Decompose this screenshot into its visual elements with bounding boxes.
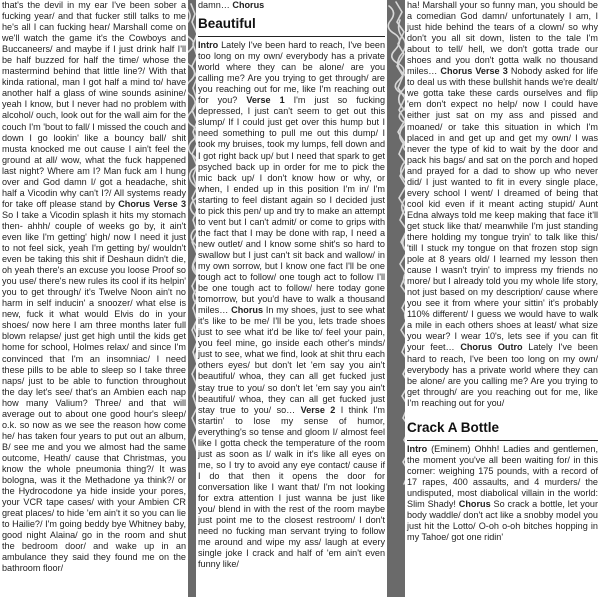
verse-marker: Verse 3 — [153, 198, 186, 209]
intro-marker: Intro — [407, 443, 428, 454]
lyrics-column-3 — [405, 0, 600, 597]
lyrics-verse-2-end: ha! Marshall your so funny man, you should be a comedian God damn/ unfortunately I am, I just hide behind the tears of a clown/ so why don't you all sit down, listen to the tale I'm about to tell/ hell, we don't gotta trade our shoes and you don't gotta walk no thousand miles… — [407, 0, 598, 77]
title-divider — [198, 36, 385, 37]
lyrics-verse-1: I'm just so fucking depressed, I just can't seem to get out this slump/ If I could just get over this hump but I need something to pull me out this dump/ I took my bruises, took my lumps, fell down and I got right back up/ but I need that spark to get psyched back up in order for me to pick the mic back up/ I don't know how or why, or when, I ended up in this position I'm in/ I'm starting to feel distant again so I decided just to pick this pen/ up and try to make an attempt to vent but I can't admit/ or come to grips with the fact that I may be done with rap, I need a new outlet/ and I know some shit's so hard to swallow but I just can't sit back and wallow/ in my own sorrow, but I know one fact I'll be one tough act to follow/ one tough act to follow I'll be one tough act to follow/ here today gone tomorrow, but you'd have to walk a thousand miles… — [198, 95, 386, 316]
lyrics-verse-2-continued: that's the devil in my ear I've been sober a fucking year/ and that fucker still talks to me he's all I can fucking hear/ Marshall come on we'll watch the game it's the Cowboys and Buccaneers/ and maybe if I just drink half I'll be half buzzed for half the time/ whose the mastermind behind that little line?/ With that kinda rational, man I got half a mind to/ have another half a glass of wine sounds asinine/ yeah I know, but I never had no problem with alcohol/ ouch, look out for the wall aim for the couch I'm 'bout to fall/ I missed the couch and down I go lookin' like a bouncy ball/ shit musta knocked me out cause I ain't feel the ground at all/ wow, what the fuck happened last night? Where am I? Man fuck am I hung over and God damn I/ got a headache, shit half a Vicodin why can't I?/ All systems ready for take off please stand by — [2, 0, 186, 209]
song-title-beautiful: Beautiful — [198, 16, 256, 32]
lyrics-beautiful — [198, 40, 385, 570]
lyrics-column-1 — [0, 0, 188, 597]
lyrics-chorus: So crack a bottle, let your body waddle/ don't act like a snobby model you just hit the Lotto/ O-oh o-oh bitches hopping in my Tahoe/ got one ridin' — [407, 498, 598, 543]
chorus-marker: Chorus — [440, 66, 473, 77]
lyrics-intro: (Eminem) Ohhh! Ladies and gentlemen, the moment you've all been waiting for/ in this corner: weighing 175 pounds, with a record of 17 rapes, 400 assaults, and 4 murders/ the undisputed, most diabolical villain in the world: Slim Shady! — [407, 443, 598, 509]
verse-marker: Verse 2 — [300, 404, 336, 415]
lyrics-beautiful-continued — [407, 0, 598, 409]
lyrics-tail — [198, 0, 385, 11]
lyrics-chorus-outro: Lately I've been hard to reach, I've been too long on my own/ everybody has a private world where they can be alone/ are you calling me? Are you trying to get through/ are you reaching out for me, like I'm reaching out for you/ — [407, 342, 598, 408]
chorus-outro-marker: Chorus Outro — [460, 342, 523, 353]
chorus-marker: Chorus — [231, 305, 263, 316]
verse-marker: Verse 3 — [475, 66, 508, 77]
lyrics-column-2 — [196, 0, 387, 597]
lyrics-tail-text: damn… — [198, 0, 233, 10]
title-divider — [407, 440, 598, 441]
lyrics-verse-3: Nobody asked for life to deal us with these bullshit hands we're dealt/ we gotta take these cards ourselves and flip 'em don't expect no help/ now I could have either just sat on my ass and pissed and moaned/ or take this situation in which I'm placed in and get up and get my own/ I was never the type of kid to wait by the door and pack his bags/ and sat on the porch and hoped and prayed for a dad to show up who never did/ I just wanted to fit in every single place, every school I went/ I dreamed of being that cool kid even if it meant acting stupid/ Aunt Edna always told me keep making that face it'll get stuck like that/ meanwhile I'm just standing there holding my tongue tryin' to talk like this/ 'till I stuck my tongue on that frozen stop sign pole at 8 years old/ I learned my lesson then cause I wasn't tryin' to impress my friends no more/ but I already told you my whole life story, not just based on my description/ cause where you see it from where your sittin' it's probably 110% different/ I guess we would have to walk a mile in each others shoes at least/ what size you wear? I wear 10's, lets see if you can fit your feet… — [407, 66, 599, 353]
lyrics-verse-2: I think I'm startin' to lose my sense of humor, everything's so tense and gloom I/ almost feel like I gotta check the temperature of the room just as soon as I/ walk in it's like all eyes on me, so I try to avoid any eye contact/ cause if I do that then it opens the door for conversation like I want that/ I'm not looking for extra attention I just wanna be just like you/ blend in with the rest of the room maybe just point me to the closest restroom/ I don't need no fucking man servant trying to follow me around and wipe my ass/ laugh at every single joke I crack and half of 'em ain't even funny like/ — [198, 404, 386, 570]
chorus-marker: Chorus — [232, 0, 265, 10]
intro-marker: Intro — [198, 40, 219, 51]
song-title-crack-a-bottle: Crack A Bottle — [407, 419, 500, 435]
lyrics-text-block — [2, 0, 186, 574]
lyrics-chorus: In my shoes, just to see what it's like to be me/ I'll be you, lets trade shoes just to see what it'd be like to/ feel your pain, you feel mine, go inside each other's minds/ just to see, what we find, look at shit thru each others eyes/ but don't let 'em say you ain't beautiful/ whoa, they can all get fucked just stay true to you/ so don't let 'em say you ain't beautiful/ whoa, they can all get fucked just stay true to you/ so… — [198, 305, 386, 415]
lyrics-crack-a-bottle — [407, 444, 598, 543]
verse-marker: Verse 1 — [246, 95, 285, 106]
chorus-marker: Chorus — [458, 498, 491, 509]
chorus-marker: Chorus — [118, 198, 151, 209]
lyrics-verse-3: So I take a Vicodin splash it hits my stomach then- ahhh/ couple of weeks go by, it ain't even like I'm getting' high/ now I need it just to not feel sick, yeah I'm getting by/ wouldn't even be taking this shit if Deshaun didn't die, oh yeah there's an excuse you loose Proof so you use/ there's new rules its cool if its helpin' you to get through/ it's Twelve Noon ain't no harm in self inducin' a snoozer/ what else is new, fuck it what would Elvis do in your shoes/ now here I am three months later full blown relapse/ just get high until the kids get home for school, Holmes relax/ and since I'm convinced that I'm an insomniac/ I need these pills to be able to sleep so I take three naps/ just to be able to function throughout the day let's see/ that's an Ambien each nap how many Valium? Three/ and that will average out to about one good hour's sleep/ o.k. so now as we see the reason how come he/ has taken four years to put out an album, B/ see me and you we almost had the same outcome, Heath/ cause that Christmas, you know the whole pneumonia thing?/ It was bologna, was it the Methadone ya think?/ or the Hydrocodone ya hide inside your pores, your VCR tape cases/ with your Ambien CR great places/ to hide 'em ain't it so you can lie to Hailie?/ I'm going beddy bye Whitney baby, good night Alaina/ go in the room and shut the bedroom door/ and wake up in an ambulance they said they found me on the bathroom floor/ — [2, 209, 186, 574]
lyrics-intro: Lately I've been hard to reach, I've been too long on my own/ everybody has a private world where they can be alone/ are you calling me? Are you trying to get through/ are you reaching out for me, like I'm reaching out for you? — [198, 40, 385, 106]
